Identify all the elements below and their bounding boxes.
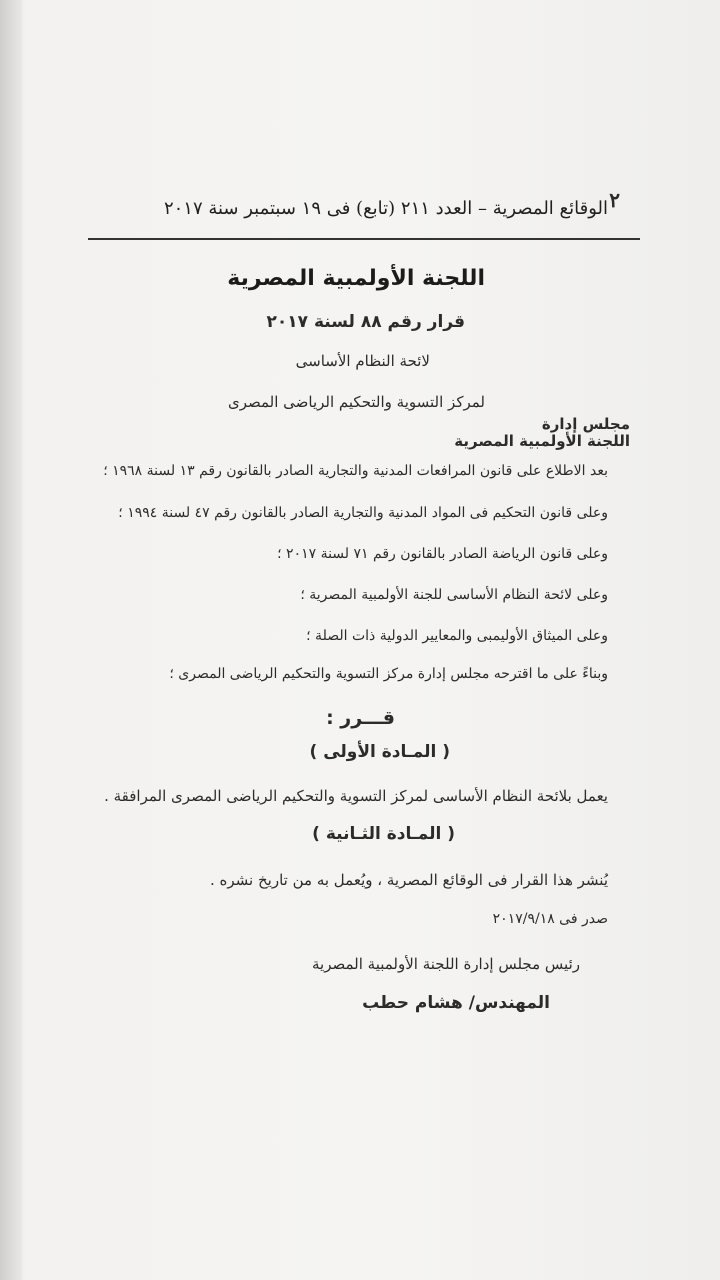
board-line-1: مجلس إدارة: [541, 415, 630, 433]
preamble-line: وعلى لائحة النظام الأساسى للجنة الأولمبية المصرية ؛: [300, 587, 608, 603]
running-header: الوقائع المصرية – العدد ٢١١ (تابع) فى ١٩ سبتمبر سنة ٢٠١٧: [163, 198, 608, 219]
signatory-title: رئيس مجلس إدارة اللجنة الأولمبية المصرية: [311, 955, 580, 973]
issuer-title: اللجنة الأولمبية المصرية: [227, 266, 485, 291]
subject-line-1: لائحة النظام الأساسى: [295, 352, 430, 370]
article-2-text: يُنشر هذا القرار فى الوقائع المصرية ، ويُعمل به من تاريخ نشره .: [209, 871, 608, 889]
book-spine-shadow: [0, 0, 22, 1280]
article-2-heading: ( المـادة الثـانية ): [312, 824, 455, 844]
header-rule: [88, 238, 640, 240]
preamble-line: وعلى قانون التحكيم فى المواد المدنية والتجارية الصادر بالقانون رقم ٤٧ لسنة ١٩٩٤ ؛: [118, 505, 608, 521]
decided-heading: قـــرر :: [326, 707, 395, 729]
preamble-line: وعلى الميثاق الأوليمبى والمعايير الدولية ذات الصلة ؛: [306, 628, 608, 644]
board-line-2: اللجنة الأولمبية المصرية: [454, 432, 630, 450]
issue-date: صدر فى ٢٠١٧/٩/١٨: [492, 911, 608, 927]
page-number: ٢: [609, 188, 620, 212]
article-1-heading: ( المـادة الأولى ): [309, 742, 450, 762]
article-1-text: يعمل بلائحة النظام الأساسى لمركز التسوية والتحكيم الرياضى المصرى المرافقة .: [104, 787, 608, 805]
preamble-line: بعد الاطلاع على قانون المرافعات المدنية والتجارية الصادر بالقانون رقم ١٣ لسنة ١٩٦٨ ؛: [103, 463, 608, 479]
decision-title: قرار رقم ٨٨ لسنة ٢٠١٧: [266, 312, 465, 332]
subject-line-2: لمركز التسوية والتحكيم الرياضى المصرى: [227, 393, 485, 411]
preamble-line: وعلى قانون الرياضة الصادر بالقانون رقم ٧١ لسنة ٢٠١٧ ؛: [277, 546, 608, 562]
preamble-line: وبناءً على ما اقترحه مجلس إدارة مركز التسوية والتحكيم الرياضى المصرى ؛: [169, 666, 608, 682]
signatory-name: المهندس/ هشام حطب: [362, 993, 550, 1013]
